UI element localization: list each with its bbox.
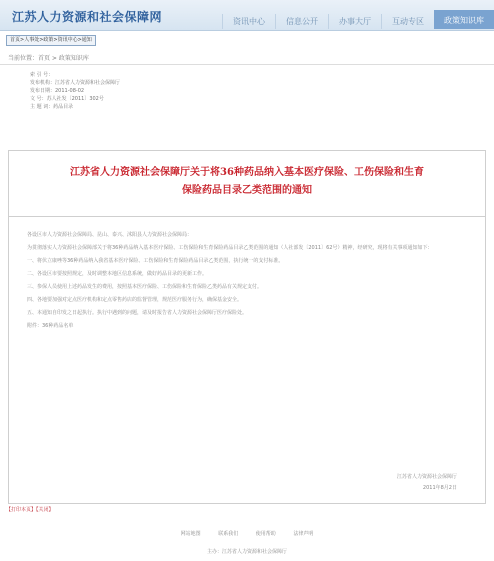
document-title-line-2: 保险药品目录乙类范围的通知 (182, 185, 312, 196)
nav-item-policy-kb[interactable]: 政策知识库 (434, 10, 494, 29)
nav-item-interaction[interactable]: 互动专区 (381, 14, 434, 29)
document-meta (0, 65, 494, 131)
paragraph-3: 二、各设区市要按照规定，及时调整本地区信息系统，做好药品目录的更新工作。 (27, 271, 208, 277)
footer-links (0, 530, 494, 537)
divider (9, 216, 485, 217)
document-body (27, 231, 469, 331)
toolbar (0, 31, 494, 47)
attachment[interactable]: 附件：36种药品名单 (27, 323, 74, 329)
nav-item-services[interactable]: 办事大厅 (328, 14, 381, 29)
signature-date: 2011年8月2日 (422, 485, 457, 491)
meta-date: 发布日期：2011-08-02 (30, 88, 85, 94)
footer-link-sitemap[interactable]: 网站地图 (180, 531, 201, 537)
print-close-links[interactable]: 【打印本页】【关闭】 (6, 507, 54, 513)
site-header (0, 0, 494, 31)
footer-link-help[interactable]: 使用帮助 (255, 531, 276, 537)
paragraph-4: 三、参保人员使用上述药品发生的费用，按照基本医疗保险、工伤保险和生育保险乙类药品有关规定支付。 (27, 284, 263, 290)
meta-doc-number: 文 号：苏人社发〔2011〕302号 (30, 96, 104, 102)
paragraph-6: 五、本通知自印发之日起执行。执行中遇到的问题，请及时报告省人力资源社会保障厅医疗保险处。 (27, 310, 248, 316)
breadcrumb-text: 当前位置：首页 > 政策知识库 (8, 55, 89, 62)
document-title-line-1: 江苏省人力资源社会保障厅关于将36种药品纳入基本医疗保险、工伤保险和生育 (70, 167, 424, 178)
main-nav (222, 14, 494, 29)
footer-link-legal[interactable]: 法律声明 (293, 531, 314, 537)
document-title (9, 164, 485, 200)
signature: 江苏省人力资源社会保障厅 (396, 474, 457, 480)
nav-item-news[interactable]: 资讯中心 (222, 14, 275, 29)
breadcrumb-button[interactable]: 首页>人事处>政策>资讯中心>通知 (6, 35, 96, 46)
meta-keywords: 主 题 词：药品目录 (30, 104, 74, 110)
site-logo[interactable]: 江苏人力资源和社会保障网 (12, 10, 163, 24)
meta-publisher: 发布机构：江苏省人力资源和社会保障厅 (30, 80, 121, 86)
salutation: 各设区市人力资源社会保障局、昆山、泰兴、沭阳县人力资源社会保障局： (27, 232, 193, 238)
meta-index: 索 引 号： (30, 72, 54, 78)
document-panel (8, 150, 486, 504)
nav-item-disclosure[interactable]: 信息公开 (275, 14, 328, 29)
paragraph-5: 四、各地要加强对定点医疗机构和定点零售药店的监督管理，规范医疗服务行为，确保基金安全。 (27, 297, 243, 303)
footer-link-contact[interactable]: 联系我们 (218, 531, 239, 537)
breadcrumb (0, 51, 494, 65)
paragraph-2: 一、将伏立康唑等36种药品纳入我省基本医疗保险、工伤保险和生育保险药品目录乙类范围，执行统一的支付标准。 (27, 258, 284, 264)
paragraph-1: 为贯彻落实人力资源社会保障部关于将36种药品纳入基本医疗保险、工伤保险和生育保险药品目录乙类范围的通知（人社部发〔2011〕62号）精神，经研究，现将有关事项通知如下： (27, 245, 433, 251)
footer-copyright: 主办：江苏省人力资源和社会保障厅 (206, 549, 287, 555)
